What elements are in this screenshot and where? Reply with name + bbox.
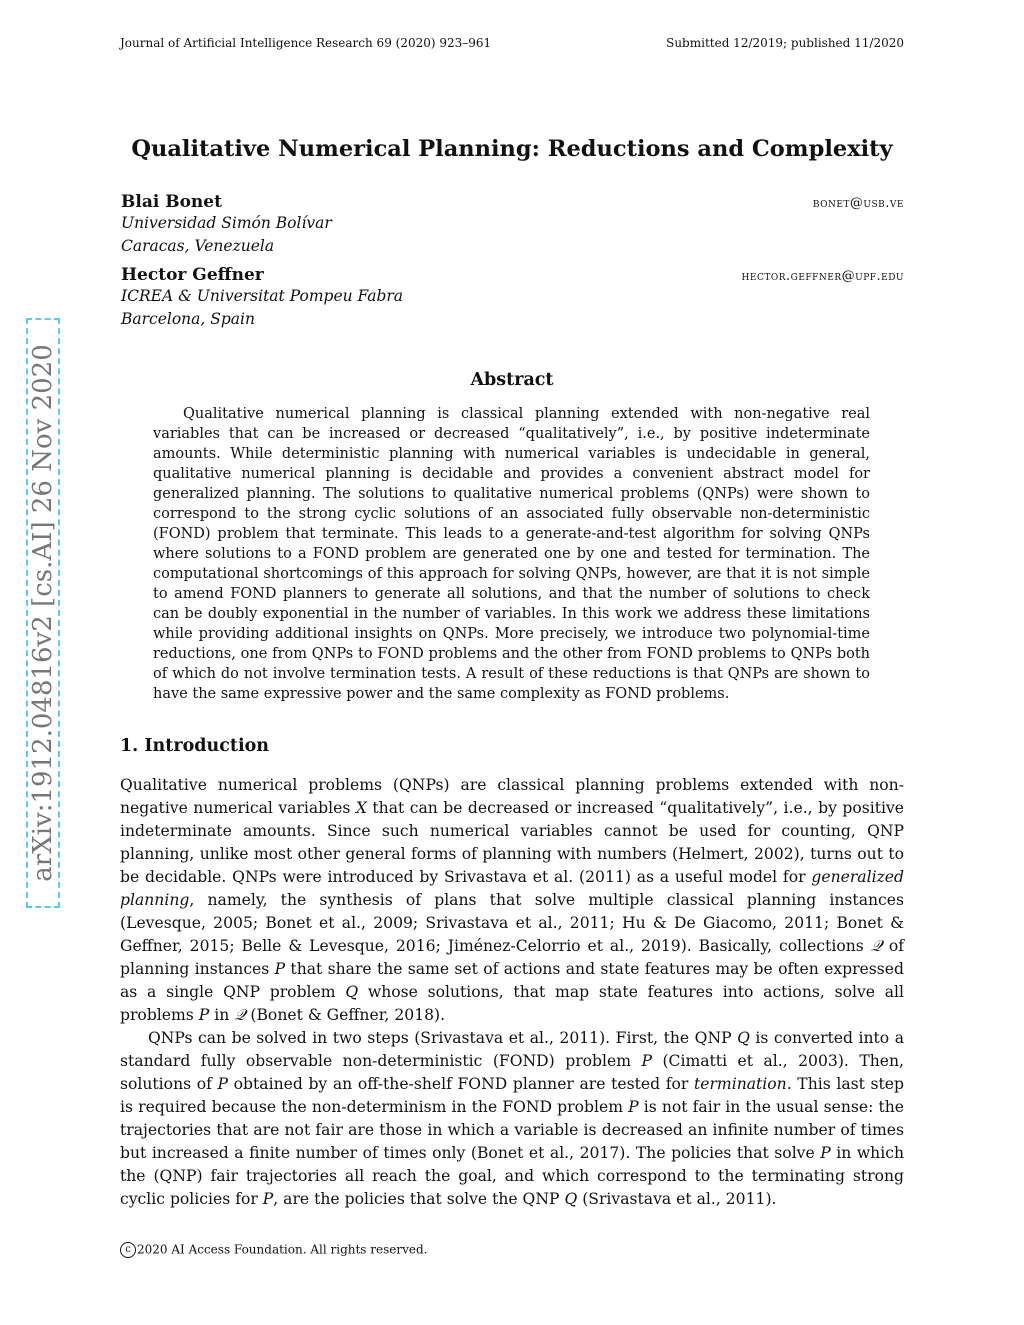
- copyright-text: 2020 AI Access Foundation. All rights reserved.: [137, 1242, 428, 1257]
- paper-title: Qualitative Numerical Planning: Reductions and Complexity: [131, 136, 893, 162]
- author-affiliation: Universidad Simón Bolívar: [121, 214, 332, 232]
- math-var: P: [262, 1190, 274, 1208]
- math-var: P: [820, 1144, 831, 1162]
- author-location: Barcelona, Spain: [121, 310, 255, 328]
- math-var: P: [274, 960, 286, 978]
- abstract-heading: Abstract: [470, 370, 554, 390]
- author-email[interactable]: bonet@usb.ve: [812, 196, 904, 211]
- author-2: [121, 265, 904, 331]
- emphasis: termination: [693, 1075, 787, 1093]
- math-var: P: [641, 1052, 652, 1070]
- math-var: P: [628, 1098, 639, 1116]
- author-location: Caracas, Venezuela: [121, 237, 275, 255]
- author-name: Blai Bonet: [121, 192, 222, 212]
- intro-paragraph-2: QNPs can be solved in two steps (Srivastava et al., 2011). First, the QNP Q is converted into a standard fully observable non-deterministic (FOND) problem P (Cimatti et al., 2003). Then, solutions of P obtained by an off-the-shelf FOND planner are tested for termination. This last step is required because the non-determinism in the FOND problem P is not fair in the usual sense: the trajectories that are not fair are those in which a variable is decreased an infinite number of times but increased a finite number of times only (Bonet et al., 2017). The policies that solve P in which the (QNP) fair trajectories all reach the goal, and which correspond to the terminating strong cyclic policies for P, are the policies that solve the QNP Q (Srivastava et al., 2011).: [120, 1029, 905, 1208]
- math-var: 𝒬: [870, 937, 882, 955]
- math-var: P: [217, 1075, 229, 1093]
- copyright-footer: [120, 1242, 428, 1258]
- emphasis: generalized planning: [120, 868, 904, 909]
- math-var: Q: [345, 983, 359, 1001]
- author-name: Hector Geffner: [121, 265, 264, 285]
- author-1: [121, 192, 904, 258]
- copyright-icon: c: [120, 1242, 136, 1258]
- author-email[interactable]: hector.geffner@upf.edu: [741, 269, 904, 284]
- abstract-text: Qualitative numerical planning is classical planning extended with non-negative real variables that can be increased or decreased “qualitatively”, i.e., by positive indeterminate amounts. While deterministic planning with numerical variables is undecidable in general, qualitative numerical planning is decidable and provides a convenient abstract model for generalized planning. The solutions to qualitative numerical problems (QNPs) were shown to correspond to the strong cyclic solutions of an associated fully observable non-deterministic (FOND) problem that terminate. This leads to a generate-and-test algorithm for solving QNPs where solutions to a FOND problem are generated one by one and tested for termination. The computational shortcomings of this approach for solving QNPs, however, are that it is not simple to amend FOND planners to generate all solutions, and that the number of solutions to check can be doubly exponential in the number of variables. In this work we address these limitations while providing additional insights on QNPs. More precisely, we introduce two polynomial-time reductions, one from QNPs to FOND problems and the other from FOND problems to QNPs both of which do not involve termination tests. A result of these reductions is that QNPs are shown to have the same expressive power and the same complexity as FOND problems.: [153, 406, 870, 702]
- arxiv-identifier[interactable]: arXiv:1912.04816v2 [cs.AI] 26 Nov 2020: [28, 344, 58, 882]
- journal-header: Journal of Artificial Intelligence Research 69 (2020) 923–961: [120, 36, 492, 50]
- math-var: X: [355, 799, 367, 817]
- math-var: P: [198, 1006, 210, 1024]
- math-var: Q: [564, 1190, 578, 1208]
- math-var: Q: [737, 1029, 750, 1047]
- intro-paragraph-1: Qualitative numerical problems (QNPs) are classical planning problems extended with non-negative numerical variables X that can be decreased or increased “qualitatively”, i.e., by positive indeterminate amounts. Since such numerical variables cannot be used for counting, QNP planning, unlike most other general forms of planning with numbers (Helmert, 2002), turns out to be decidable. QNPs were introduced by Srivastava et al. (2011) as a useful model for generalized planning, namely, the synthesis of plans that solve multiple classical planning instances (Levesque, 2005; Bonet et al., 2009; Srivastava et al., 2011; Hu & De Giacomo, 2011; Bonet & Geffner, 2015; Belle & Levesque, 2016; Jiménez-Celorrio et al., 2019). Basically, collections 𝒬 of planning instances P that share the same set of actions and state features may be often expressed as a single QNP problem Q whose solutions, that map state features into actions, solve all problems P in 𝒬 (Bonet & Geffner, 2018).: [120, 776, 905, 1024]
- submission-dates: Submitted 12/2019; published 11/2020: [666, 36, 904, 50]
- author-affiliation: ICREA & Universitat Pompeu Fabra: [121, 287, 404, 305]
- section-heading: 1. Introduction: [120, 736, 269, 756]
- math-var: 𝒬: [234, 1006, 246, 1024]
